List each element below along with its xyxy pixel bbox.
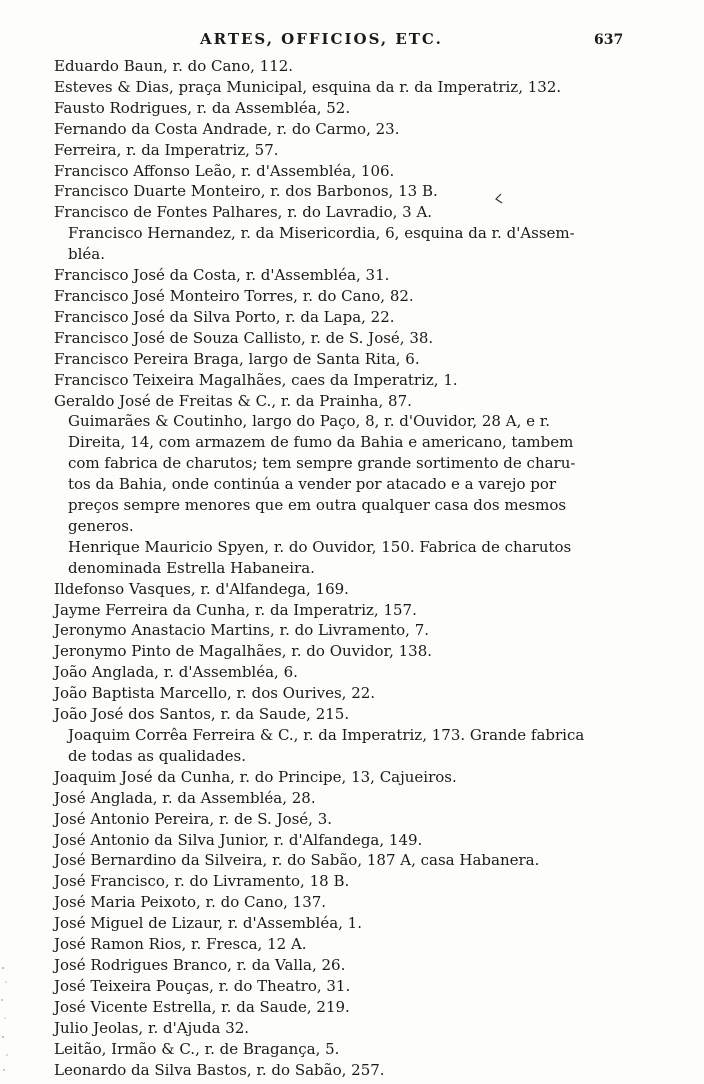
entry-line: José Miguel de Lizaur, r. d'Assembléa, 1. (54, 914, 362, 933)
directory-entry (54, 181, 634, 202)
directory-entry (54, 286, 634, 307)
directory-entry (54, 119, 634, 140)
directory-list (54, 56, 634, 1080)
entry-line: Direita, 14, com armazem de fumo da Bahia e americano, tambem (68, 433, 574, 452)
entry-line: Ferreira, r. da Imperatriz, 57. (54, 140, 279, 159)
page-header: ARTES, OFFICIOS, ETC. (200, 30, 443, 48)
entry-line: José Vicente Estrella, r. da Saude, 219. (54, 997, 350, 1016)
directory-entry (54, 620, 634, 641)
entry-line: Francisco de Fontes Palhares, r. do Lavradio, 3 A. (54, 203, 433, 222)
entry-line: Fausto Rodrigues, r. da Assembléa, 52. (54, 98, 351, 117)
entry-line: Francisco Pereira Braga, largo de Santa Rita, 6. (54, 349, 420, 368)
directory-entry (54, 391, 634, 412)
directory-entry (54, 349, 634, 370)
entry-line: Francisco Duarte Monteiro, r. dos Barbonos, 13 B. (54, 182, 438, 201)
directory-entry (54, 265, 634, 286)
entry-line: Ildefonso Vasques, r. d'Alfandega, 169. (54, 579, 349, 598)
entry-line: de todas as qualidades. (68, 746, 247, 765)
directory-entry (54, 537, 634, 579)
pencil-mark-icon (492, 192, 506, 206)
entry-line: José Anglada, r. da Assembléa, 28. (54, 788, 316, 807)
entry-line: generos. (68, 516, 134, 535)
directory-entry (54, 77, 634, 98)
directory-entry (54, 725, 634, 767)
entry-line: Joaquim Corrêa Ferreira & C., r. da Imperatriz, 173. Grande fabrica (68, 726, 585, 744)
entry-line: Julio Jeolas, r. d'Ajuda 32. (54, 1018, 250, 1037)
entry-line: João Anglada, r. d'Assembléa, 6. (54, 663, 298, 682)
directory-entry (54, 161, 634, 182)
entry-line: bléa. (68, 245, 105, 264)
directory-entry (54, 955, 634, 976)
directory-entry (54, 830, 634, 851)
directory-entry (54, 704, 634, 725)
directory-entry (54, 788, 634, 809)
entry-line: Joaquim José da Cunha, r. do Principe, 13, Cajueiros. (54, 767, 457, 786)
entry-line: Francisco José da Silva Porto, r. da Lapa, 22. (54, 307, 395, 326)
entry-line: Esteves & Dias, praça Municipal, esquina da r. da Imperatriz, 132. (54, 77, 562, 96)
entry-line: Jeronymo Pinto de Magalhães, r. do Ouvidor, 138. (54, 642, 433, 661)
directory-entry (54, 1018, 634, 1039)
directory-entry (54, 934, 634, 955)
entry-line: José Antonio da Silva Junior, r. d'Alfandega, 149. (54, 830, 423, 849)
entry-line: Jayme Ferreira da Cunha, r. da Imperatriz, 157. (54, 600, 417, 619)
entry-line: tos da Bahia, onde continúa a vender por atacado e a varejo por (68, 475, 557, 494)
directory-entry (54, 662, 634, 683)
entry-line: José Antonio Pereira, r. de S. José, 3. (54, 809, 333, 828)
entry-line: José Ramon Rios, r. Fresca, 12 A. (54, 935, 307, 954)
directory-entry (54, 98, 634, 119)
directory-entry (54, 850, 634, 871)
directory-entry (54, 892, 634, 913)
entry-line: denominada Estrella Habaneira. (68, 558, 315, 577)
directory-entry (54, 809, 634, 830)
directory-entry (54, 767, 634, 788)
entry-line: com fabrica de charutos; tem sempre grande sortimento de charu- (68, 454, 576, 473)
entry-line: Francisco Teixeira Magalhães, caes da Imperatriz, 1. (54, 370, 458, 389)
directory-entry (54, 600, 634, 621)
directory-entry (54, 56, 634, 77)
entry-line: Francisco Affonso Leão, r. d'Assembléa, 106. (54, 161, 395, 180)
paper-edge-specks (0, 960, 14, 1080)
entry-line: José Bernardino da Silveira, r. do Sabão, 187 A, casa Habanera. (54, 851, 540, 870)
directory-entry (54, 683, 634, 704)
directory-entry (54, 1039, 634, 1060)
directory-entry (54, 202, 634, 223)
entry-line: Geraldo José de Freitas & C., r. da Prainha, 87. (54, 391, 412, 410)
entry-line: João Baptista Marcello, r. dos Ourives, 22. (54, 684, 376, 703)
directory-entry (54, 976, 634, 997)
directory-entry (54, 411, 634, 536)
entry-line: Fernando da Costa Andrade, r. do Carmo, 23. (54, 119, 400, 138)
directory-entry (54, 871, 634, 892)
entry-line: Leonardo da Silva Bastos, r. do Sabão, 257. (54, 1060, 385, 1079)
entry-line: Leitão, Irmão & C., r. de Bragança, 5. (54, 1039, 340, 1058)
entry-line: Francisco José da Costa, r. d'Assembléa, 31. (54, 266, 390, 285)
directory-entry (54, 140, 634, 161)
directory-entry (54, 641, 634, 662)
entry-line: José Francisco, r. do Livramento, 18 B. (54, 872, 350, 891)
directory-entry (54, 370, 634, 391)
entry-line: Henrique Mauricio Spyen, r. do Ouvidor, 150. Fabrica de charutos (68, 537, 572, 556)
entry-line: Francisco José de Souza Callisto, r. de S. José, 38. (54, 328, 434, 347)
entry-line: José Maria Peixoto, r. do Cano, 137. (54, 893, 327, 912)
directory-entry (54, 328, 634, 349)
entry-line: Guimarães & Coutinho, largo do Paço, 8, r. d'Ouvidor, 28 A, e r. (68, 412, 551, 431)
directory-entry (54, 913, 634, 934)
page-number: 637 (594, 32, 624, 48)
entry-line: preços sempre menores que em outra qualquer casa dos mesmos (68, 496, 567, 515)
entry-line: João José dos Santos, r. da Saude, 215. (54, 705, 350, 724)
entry-line: Eduardo Baun, r. do Cano, 112. (54, 57, 294, 75)
directory-entry (54, 223, 634, 265)
entry-line: Jeronymo Anastacio Martins, r. do Livramento, 7. (54, 621, 430, 640)
entry-line: Francisco José Monteiro Torres, r. do Cano, 82. (54, 286, 414, 305)
directory-entry (54, 307, 634, 328)
directory-entry (54, 1060, 634, 1081)
directory-entry (54, 579, 634, 600)
entry-line: José Teixeira Pouças, r. do Theatro, 31. (54, 976, 351, 995)
directory-entry (54, 997, 634, 1018)
entry-line: Francisco Hernandez, r. da Misericordia, 6, esquina da r. d'Assem- (68, 224, 575, 243)
entry-line: José Rodrigues Branco, r. da Valla, 26. (54, 955, 346, 974)
